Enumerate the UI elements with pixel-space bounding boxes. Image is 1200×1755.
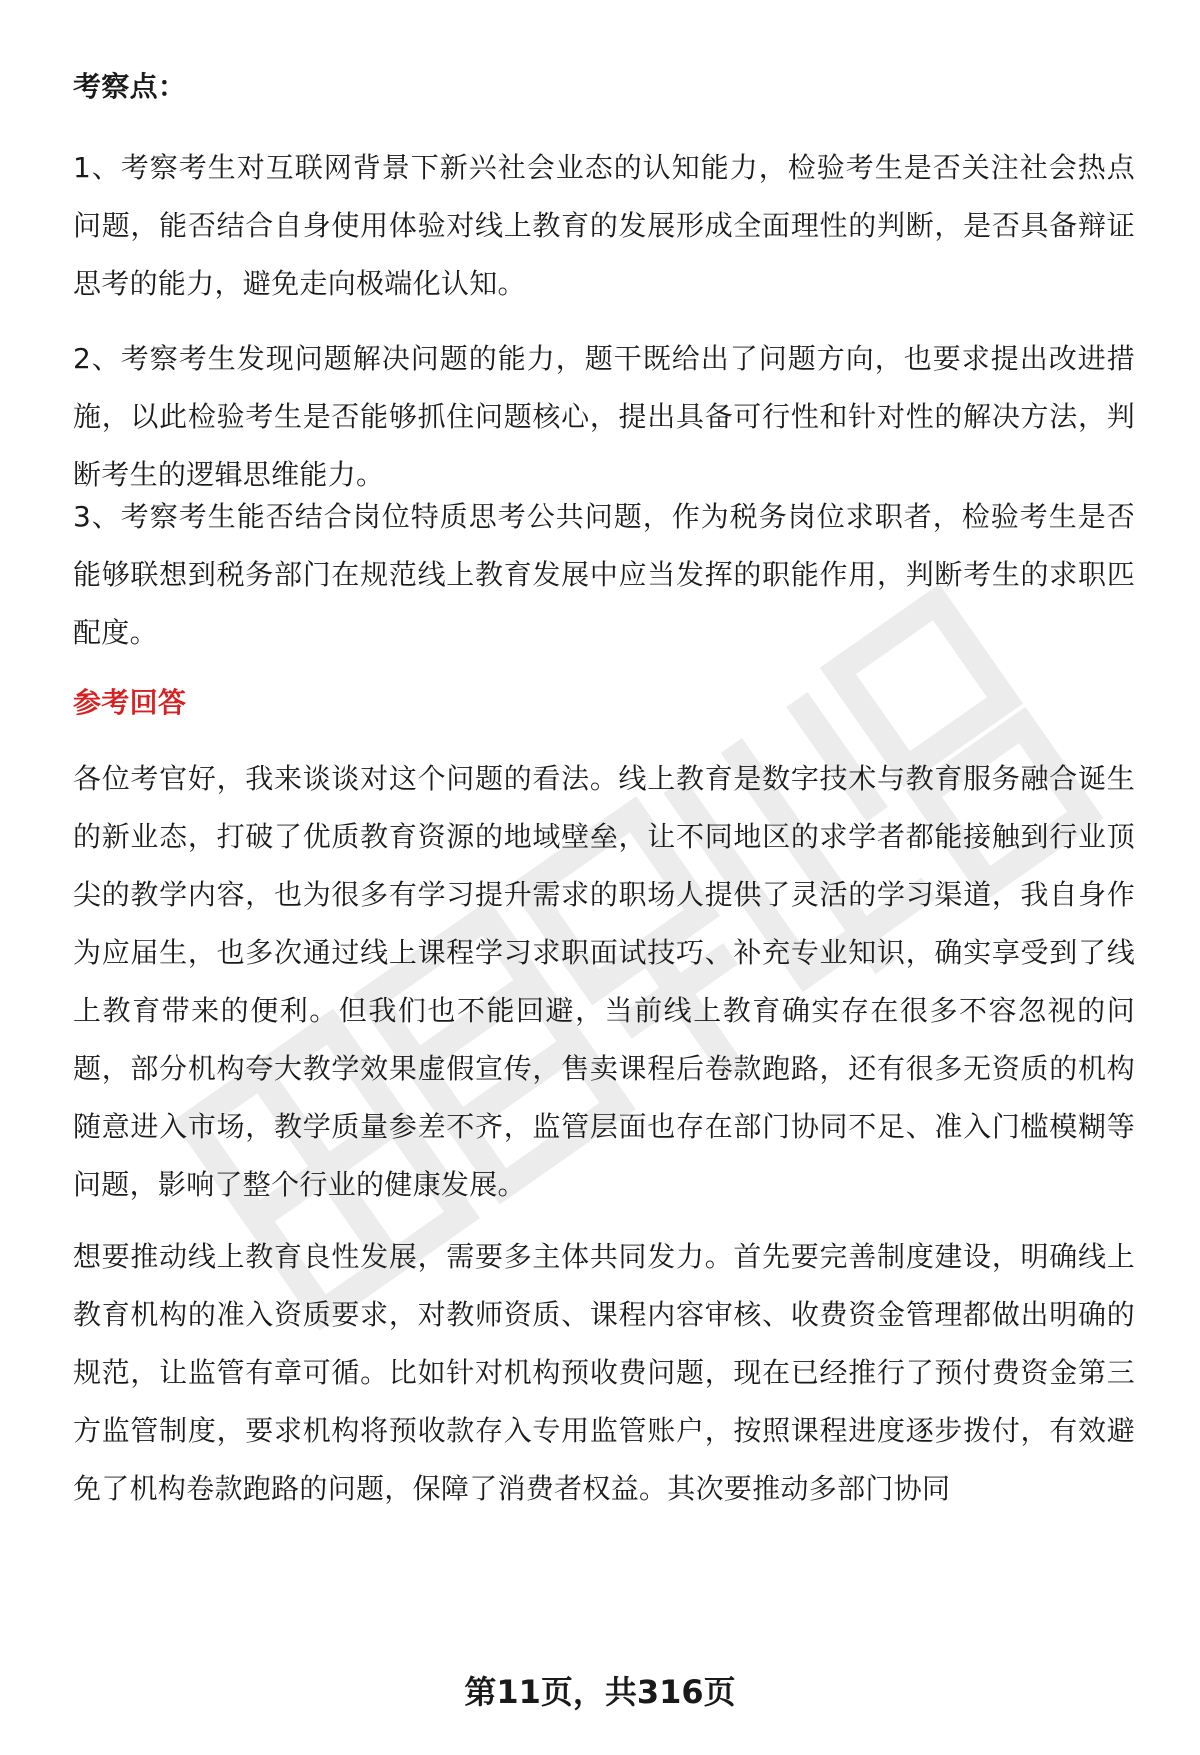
points-item-3: 3、考察考生能否结合岗位特质思考公共问题，作为税务岗位求职者，检验考生是否能够联想到税务部门在规范线上教育发展中应当发挥的职能作用，判断考生的求职匹配度。 [73, 500, 1135, 649]
page-number: 第11页，共316页 [464, 1673, 736, 1711]
answer-paragraph-2: 想要推动线上教育良性发展，需要多主体共同发力。首先要完善制度建设，明确线上教育机构的准入资质要求，对教师资质、课程内容审核、收费资金管理都做出明确的规范，让监管有章可循。比如针对机构预收费问题，现在已经推行了预付费资金第三方监管制度，要求机构将预收款存入专用监管账户，按照课程进度逐步拨付，有效避免了机构卷款跑路的问题，保障了消费者权益。其次要推动多部门协同 [73, 1240, 1135, 1505]
points-item-2: 2、考察考生发现问题解决问题的能力，题干既给出了问题方向，也要求提出改进措施，以此检验考生是否能够抓住问题核心，提出具备可行性和针对性的解决方法，判断考生的逻辑思维能力。 [73, 342, 1135, 491]
answer-paragraph-1: 各位考官好，我来谈谈对这个问题的看法。线上教育是数字技术与教育服务融合诞生的新业态，打破了优质教育资源的地域壁垒，让不同地区的求学者都能接触到行业顶尖的教学内容，也为很多有学习提升需求的职场人提供了灵活的学习渠道，我自身作为应届生，也多次通过线上课程学习求职面试技巧、补充专业知识，确实享受到了线上教育带来的便利。但我们也不能回避，当前线上教育确实存在很多不容忽视的问题，部分机构夸大教学效果虚假宣传，售卖课程后卷款跑路，还有很多无资质的机构随意进入市场，教学质量参差不齐，监管层面也存在部门协同不足、准入门槛模糊等问题，影响了整个行业的健康发展。 [73, 762, 1135, 1201]
answer-heading: 参考回答 [73, 686, 187, 719]
points-item-1: 1、考察考生对互联网背景下新兴社会业态的认知能力，检验考生是否关注社会热点问题，能否结合自身使用体验对线上教育的发展形成全面理性的判断，是否具备辩证思考的能力，避免走向极端化认知。 [73, 151, 1135, 300]
points-heading: 考察点： [73, 70, 187, 103]
